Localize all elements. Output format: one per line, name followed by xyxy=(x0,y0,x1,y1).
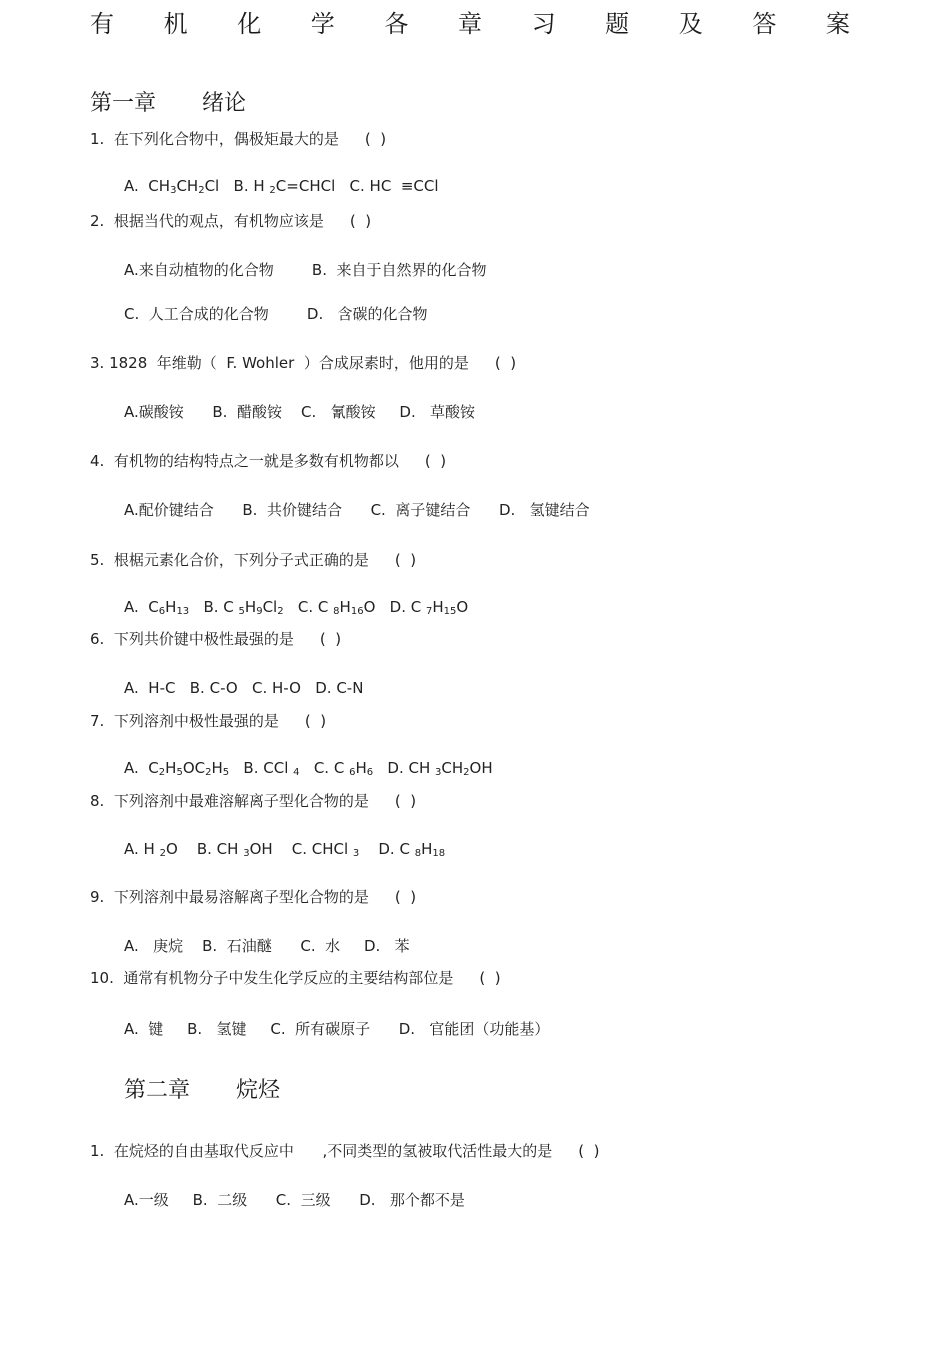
answer-paren: ( ) xyxy=(479,969,501,987)
question-3 xyxy=(90,352,516,373)
chapter-2-question-1-options: A.一级 B. 二级 C. 三级 D. 那个都不是 xyxy=(124,1191,465,1209)
option-text: CH xyxy=(441,759,464,777)
question-4-options: A.配价键结合 B. 共价键结合 C. 离子键结合 D. 氢键结合 xyxy=(124,501,590,519)
question-2 xyxy=(90,210,371,231)
subscript: 9 xyxy=(256,606,263,617)
question-5 xyxy=(90,549,416,570)
subscript: 2 xyxy=(269,185,276,196)
chapter-1-heading xyxy=(90,86,246,117)
option-text: OH xyxy=(249,840,273,858)
chapter-number: 第一章 xyxy=(90,91,157,116)
subscript: 5 xyxy=(238,606,245,617)
option-text: OC xyxy=(182,759,206,777)
question-text: 8. 下列溶剂中最难溶解离子型化合物的是 xyxy=(90,792,369,810)
subscript: 3 xyxy=(435,767,442,778)
title-char: 化 xyxy=(237,10,262,38)
question-1-options xyxy=(124,177,439,195)
subscript: 2 xyxy=(198,185,205,196)
option-text: Cl xyxy=(204,177,220,195)
subscript: 6 xyxy=(158,606,166,617)
option-text: A. CH xyxy=(124,177,171,195)
question-1 xyxy=(90,128,386,149)
subscript: 3 xyxy=(352,848,360,859)
answer-paren: ( ) xyxy=(394,792,417,810)
chapter-2-question-1 xyxy=(90,1140,599,1161)
subscript: 2 xyxy=(277,606,284,617)
question-text: 10. 通常有机物分子中发生化学反应的主要结构部位是 xyxy=(90,969,454,987)
option-text: H xyxy=(421,840,433,858)
question-text: 3. 1828 年维勒（ F. Wohler ）合成尿素时，他用的是 xyxy=(90,354,469,372)
chapter-number: 第二章 xyxy=(124,1078,191,1103)
subscript: 13 xyxy=(176,606,190,617)
option-text: Cl xyxy=(262,598,278,616)
option-text: H xyxy=(244,598,257,616)
answer-paren: ( ) xyxy=(319,630,342,648)
title-char: 题 xyxy=(605,10,630,38)
option-text: B. C xyxy=(189,598,239,616)
question-2-options-line-2: C. 人工合成的化合物 D. 含碳的化合物 xyxy=(124,305,428,323)
question-8 xyxy=(90,790,416,811)
option-text: H xyxy=(165,759,177,777)
title-char: 答 xyxy=(752,10,777,38)
question-10 xyxy=(90,967,501,988)
question-6 xyxy=(90,628,341,649)
chapter-name: 烷烃 xyxy=(236,1078,281,1103)
title-char: 各 xyxy=(384,10,409,38)
question-7-options xyxy=(124,759,493,777)
question-text: 4. 有机物的结构特点之一就是多数有机物都以 xyxy=(90,452,399,470)
option-text: D. C xyxy=(359,840,415,858)
question-text: 7. 下列溶剂中极性最强的是 xyxy=(90,712,279,730)
question-text: 1. 在下列化合物中，偶极矩最大的是 xyxy=(90,130,339,148)
option-text: H xyxy=(355,759,367,777)
question-7 xyxy=(90,710,326,731)
question-5-options xyxy=(124,598,468,616)
question-text: 6. 下列共价键中极性最强的是 xyxy=(90,630,294,648)
question-3-options: A.碳酸铵 B. 醋酸铵 C. 氰酸铵 D. 草酸铵 xyxy=(124,403,476,421)
option-text: O xyxy=(363,598,376,616)
subscript: 4 xyxy=(293,767,300,778)
subscript: 2 xyxy=(159,848,166,859)
subscript: 15 xyxy=(443,606,457,617)
option-text: H xyxy=(211,759,223,777)
title-char: 及 xyxy=(678,10,703,38)
option-text: A. H xyxy=(124,840,160,858)
subscript: 2 xyxy=(158,767,166,778)
option-text: A. C xyxy=(124,598,159,616)
subscript: 3 xyxy=(243,848,250,859)
chapter-name: 绪论 xyxy=(202,91,247,116)
question-2-options-line-1: A.来自动植物的化合物 B. 来自于自然界的化合物 xyxy=(124,261,487,279)
answer-paren: ( ) xyxy=(349,212,372,230)
subscript: 7 xyxy=(426,606,433,617)
title-char: 机 xyxy=(163,10,188,38)
option-text: O xyxy=(456,598,469,616)
option-text: C=CHCl xyxy=(275,177,336,195)
subscript: 5 xyxy=(176,767,183,778)
option-text: C. HC ≡CCl xyxy=(349,177,439,195)
option-text: O xyxy=(165,840,178,858)
subscript: 2 xyxy=(463,767,470,778)
option-text: H xyxy=(339,598,351,616)
answer-paren: ( ) xyxy=(424,452,447,470)
document-title xyxy=(90,4,850,39)
answer-paren: ( ) xyxy=(394,888,417,906)
subscript: 8 xyxy=(333,606,340,617)
chapter-2-heading xyxy=(124,1073,280,1104)
question-9-options: A. 庚烷 B. 石油醚 C. 水 D. 苯 xyxy=(124,937,410,955)
question-6-options: A. H-C B. C-O C. H-O D. C-N xyxy=(124,679,364,697)
subscript: 6 xyxy=(349,767,356,778)
option-text: C. C xyxy=(299,759,350,777)
answer-paren: ( ) xyxy=(494,354,517,372)
option-text: C. C xyxy=(283,598,334,616)
title-char: 习 xyxy=(531,10,556,38)
subscript: 16 xyxy=(350,606,364,617)
answer-paren: ( ) xyxy=(364,130,387,148)
option-text: D. CH xyxy=(373,759,436,777)
title-char: 有 xyxy=(90,10,114,38)
title-char: 案 xyxy=(825,10,850,38)
option-text: A. C xyxy=(124,759,159,777)
option-text: B. CH xyxy=(177,840,244,858)
option-text: CH xyxy=(176,177,199,195)
option-text: C. CHCl xyxy=(272,840,353,858)
question-4 xyxy=(90,450,446,471)
option-text: H xyxy=(165,598,177,616)
title-char: 学 xyxy=(310,10,335,38)
question-8-options xyxy=(124,840,445,858)
answer-paren: ( ) xyxy=(394,551,417,569)
question-text: 5. 根椐元素化合价，下列分子式正确的是 xyxy=(90,551,369,569)
answer-paren: ( ) xyxy=(304,712,327,730)
question-9 xyxy=(90,886,416,907)
option-text: B. CCl xyxy=(229,759,294,777)
answer-paren: ( ) xyxy=(578,1142,600,1160)
question-10-options: A. 键 B. 氢键 C. 所有碳原子 D. 官能团（功能基） xyxy=(124,1020,550,1038)
subscript: 2 xyxy=(205,767,212,778)
question-text: 9. 下列溶剂中最易溶解离子型化合物的是 xyxy=(90,888,369,906)
option-text: OH xyxy=(469,759,493,777)
title-char: 章 xyxy=(457,10,482,38)
question-text: 2. 根据当代的观点，有机物应该是 xyxy=(90,212,324,230)
subscript: 6 xyxy=(366,767,374,778)
question-text: 1. 在烷烃的自由基取代反应中 ,不同类型的氢被取代活性最大的是 xyxy=(90,1142,553,1160)
subscript: 8 xyxy=(414,848,422,859)
subscript: 3 xyxy=(170,185,177,196)
option-text: H xyxy=(432,598,444,616)
subscript: 18 xyxy=(432,848,446,859)
subscript: 5 xyxy=(222,767,230,778)
option-text: D. C xyxy=(375,598,427,616)
option-text: B. H xyxy=(233,177,270,195)
